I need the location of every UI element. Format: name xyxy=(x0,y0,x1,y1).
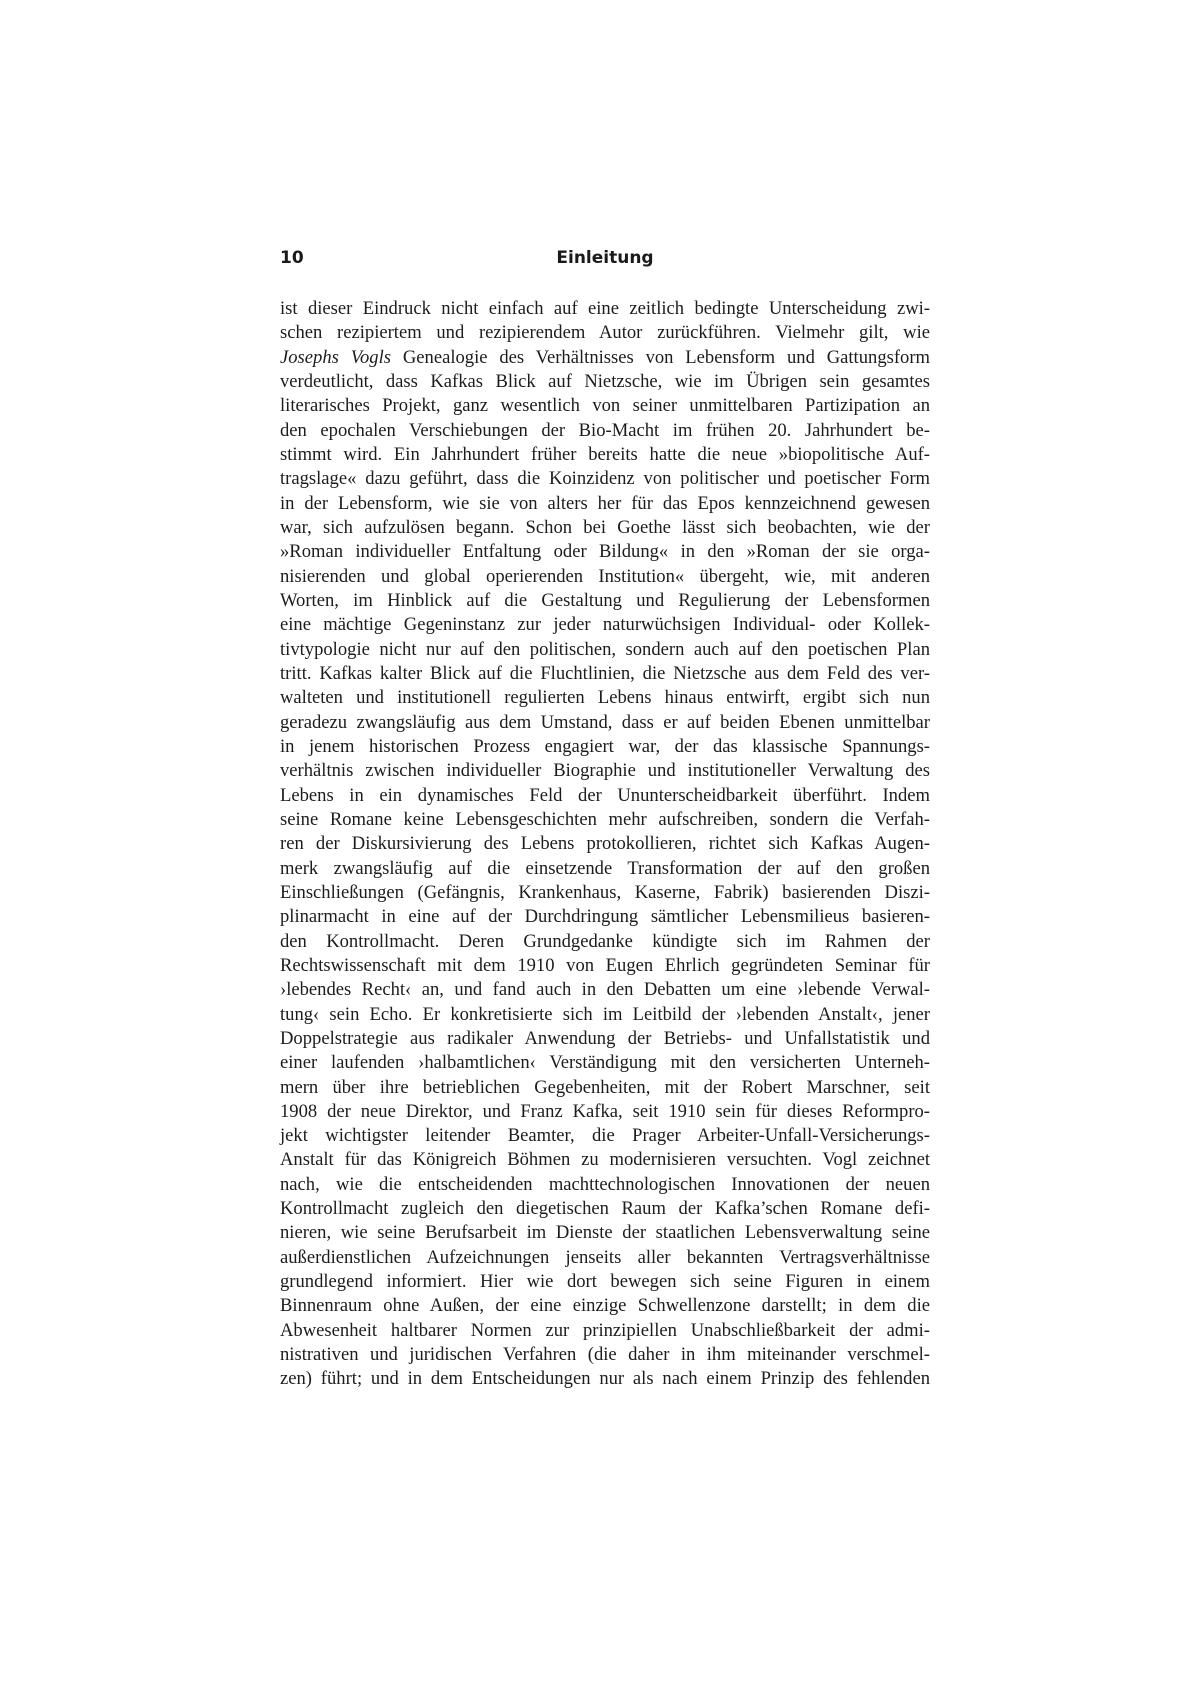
text-line: Kontrollmacht zugleich den diegetischen Raum der Kafka’schen Romane defi- xyxy=(280,1198,930,1220)
text-line: tivtypologie nicht nur auf den politischen, sondern auch auf den poetischen Plan xyxy=(280,638,930,660)
text-line: verhältnis zwischen individueller Biographie und institutioneller Verwaltung des xyxy=(280,760,930,782)
text-line: Rechtswissenschaft mit dem 1910 von Eugen Ehrlich gegründeten Seminar für xyxy=(280,954,930,976)
text-line: mern über ihre betrieblichen Gegebenheiten, mit der Robert Marschner, seit xyxy=(280,1076,930,1098)
text-line: seine Romane keine Lebensgeschichten mehr aufschreiben, sondern die Verfah- xyxy=(280,808,930,830)
text-line: Lebens in ein dynamisches Feld der Ununterscheidbarkeit überführt. Indem xyxy=(280,784,930,806)
text-line: grundlegend informiert. Hier wie dort bewegen sich seine Figuren in einem xyxy=(280,1271,930,1293)
text-line: ist dieser Eindruck nicht einfach auf eine zeitlich bedingte Unterscheidung zwi- xyxy=(280,298,930,319)
body-paragraph xyxy=(280,297,930,1392)
text-line: jekt wichtigster leitender Beamter, die Prager Arbeiter-Unfall-Versicherungs- xyxy=(280,1125,930,1147)
text-line: nieren, wie seine Berufsarbeit im Dienste der staatlichen Lebensverwaltung seine xyxy=(280,1222,930,1244)
text-line: literarisches Projekt, ganz wesentlich von seiner unmittelbaren Partizipation an xyxy=(280,395,930,417)
text-line: außerdienstlichen Aufzeichnungen jenseits aller bekannten Vertragsverhältnisse xyxy=(280,1246,930,1268)
text-line: plinarmacht in eine auf der Durchdringung sämtlicher Lebensmilieus basieren- xyxy=(280,906,930,928)
text-line: stimmt wird. Ein Jahrhundert früher bereits hatte die neue »biopolitische Auf- xyxy=(280,443,930,465)
text-line: in der Lebensform, wie sie von alters her für das Epos kennzeichnend gewesen xyxy=(280,492,930,514)
text-line: tragslage« dazu geführt, dass die Koinzidenz von politischer und poetischer Form xyxy=(280,468,930,490)
text-line: nistrativen und juridischen Verfahren (die daher in ihm miteinander verschmel- xyxy=(280,1344,930,1366)
text-line: geradezu zwangsläufig aus dem Umstand, dass er auf beiden Ebenen unmittelbar xyxy=(280,711,930,733)
page-number: 10 xyxy=(280,248,304,268)
text-line: tritt. Kafkas kalter Blick auf die Fluchtlinien, die Nietzsche aus dem Feld des ver- xyxy=(280,662,930,684)
text-line: tung‹ sein Echo. Er konkretisierte sich im Leitbild der ›lebenden Anstalt‹, jener xyxy=(280,1003,930,1025)
text-line: ›lebendes Recht‹ an, und fand auch in den Debatten um eine ›lebende Verwal- xyxy=(280,979,930,1001)
text-line: ren der Diskursivierung des Lebens protokollieren, richtet sich Kafkas Augen- xyxy=(280,833,930,855)
running-head xyxy=(280,248,930,278)
text-line: war, sich aufzulösen begann. Schon bei Goethe lässt sich beobachten, wie der xyxy=(280,516,930,538)
text-line: schen rezipiertem und rezipierendem Autor zurückführen. Vielmehr gilt, wie xyxy=(280,322,930,344)
text-line: den Kontrollmacht. Deren Grundgedanke kündigte sich im Rahmen der xyxy=(280,930,930,952)
text-line: Abwesenheit haltbarer Normen zur prinzipiellen Unabschließbarkeit der admi- xyxy=(280,1319,930,1341)
text-line-with-italic xyxy=(280,346,930,370)
italic-name: Josephs Vogls xyxy=(280,346,391,368)
text-line: walteten und institutionell regulierten Lebens hinaus entwirft, ergibt sich nun xyxy=(280,687,930,709)
text-line: merk zwangsläufig auf die einsetzende Transformation der auf den großen xyxy=(280,857,930,879)
text-line: Doppelstrategie aus radikaler Anwendung der Betriebs- und Unfallstatistik und xyxy=(280,1027,930,1049)
text-line: eine mächtige Gegeninstanz zur jeder naturwüchsigen Individual- oder Kollek- xyxy=(280,614,930,636)
text-line: 1908 der neue Direktor, und Franz Kafka, seit 1910 sein für dieses Reformpro- xyxy=(280,1100,930,1122)
text-line: nisierenden und global operierenden Institution« übergeht, wie, mit anderen xyxy=(280,565,930,587)
text-line: Worten, im Hinblick auf die Gestaltung und Regulierung der Lebensformen xyxy=(280,589,930,611)
text-line: zen) führt; und in dem Entscheidungen nur als nach einem Prinzip des fehlenden xyxy=(280,1368,930,1390)
text-line: in jenem historischen Prozess engagiert war, der das klassische Spannungs- xyxy=(280,735,930,757)
text-line: nach, wie die entscheidenden machttechnologischen Innovationen der neuen xyxy=(280,1173,930,1195)
text-line: »Roman individueller Entfaltung oder Bildung« in den »Roman der sie orga- xyxy=(280,541,930,563)
text-line: Anstalt für das Königreich Böhmen zu modernisieren versuchten. Vogl zeichnet xyxy=(280,1149,930,1171)
text-line: den epochalen Verschiebungen der Bio-Macht im frühen 20. Jahrhundert be- xyxy=(280,419,930,441)
chapter-title: Einleitung xyxy=(556,248,654,268)
text-line: Einschließungen (Gefängnis, Krankenhaus, Kaserne, Fabrik) basierenden Diszi- xyxy=(280,881,930,903)
text-line: Binnenraum ohne Außen, der eine einzige Schwellenzone darstellt; in dem die xyxy=(280,1295,930,1317)
text-line: verdeutlicht, dass Kafkas Blick auf Nietzsche, wie im Übrigen sein gesamtes xyxy=(280,370,930,392)
text-line-rest: Genealogie des Verhältnisses von Lebensform und Gattungsform xyxy=(391,346,930,368)
text-line: einer laufenden ›halbamtlichen‹ Verständigung mit den versicherten Unterneh- xyxy=(280,1052,930,1074)
